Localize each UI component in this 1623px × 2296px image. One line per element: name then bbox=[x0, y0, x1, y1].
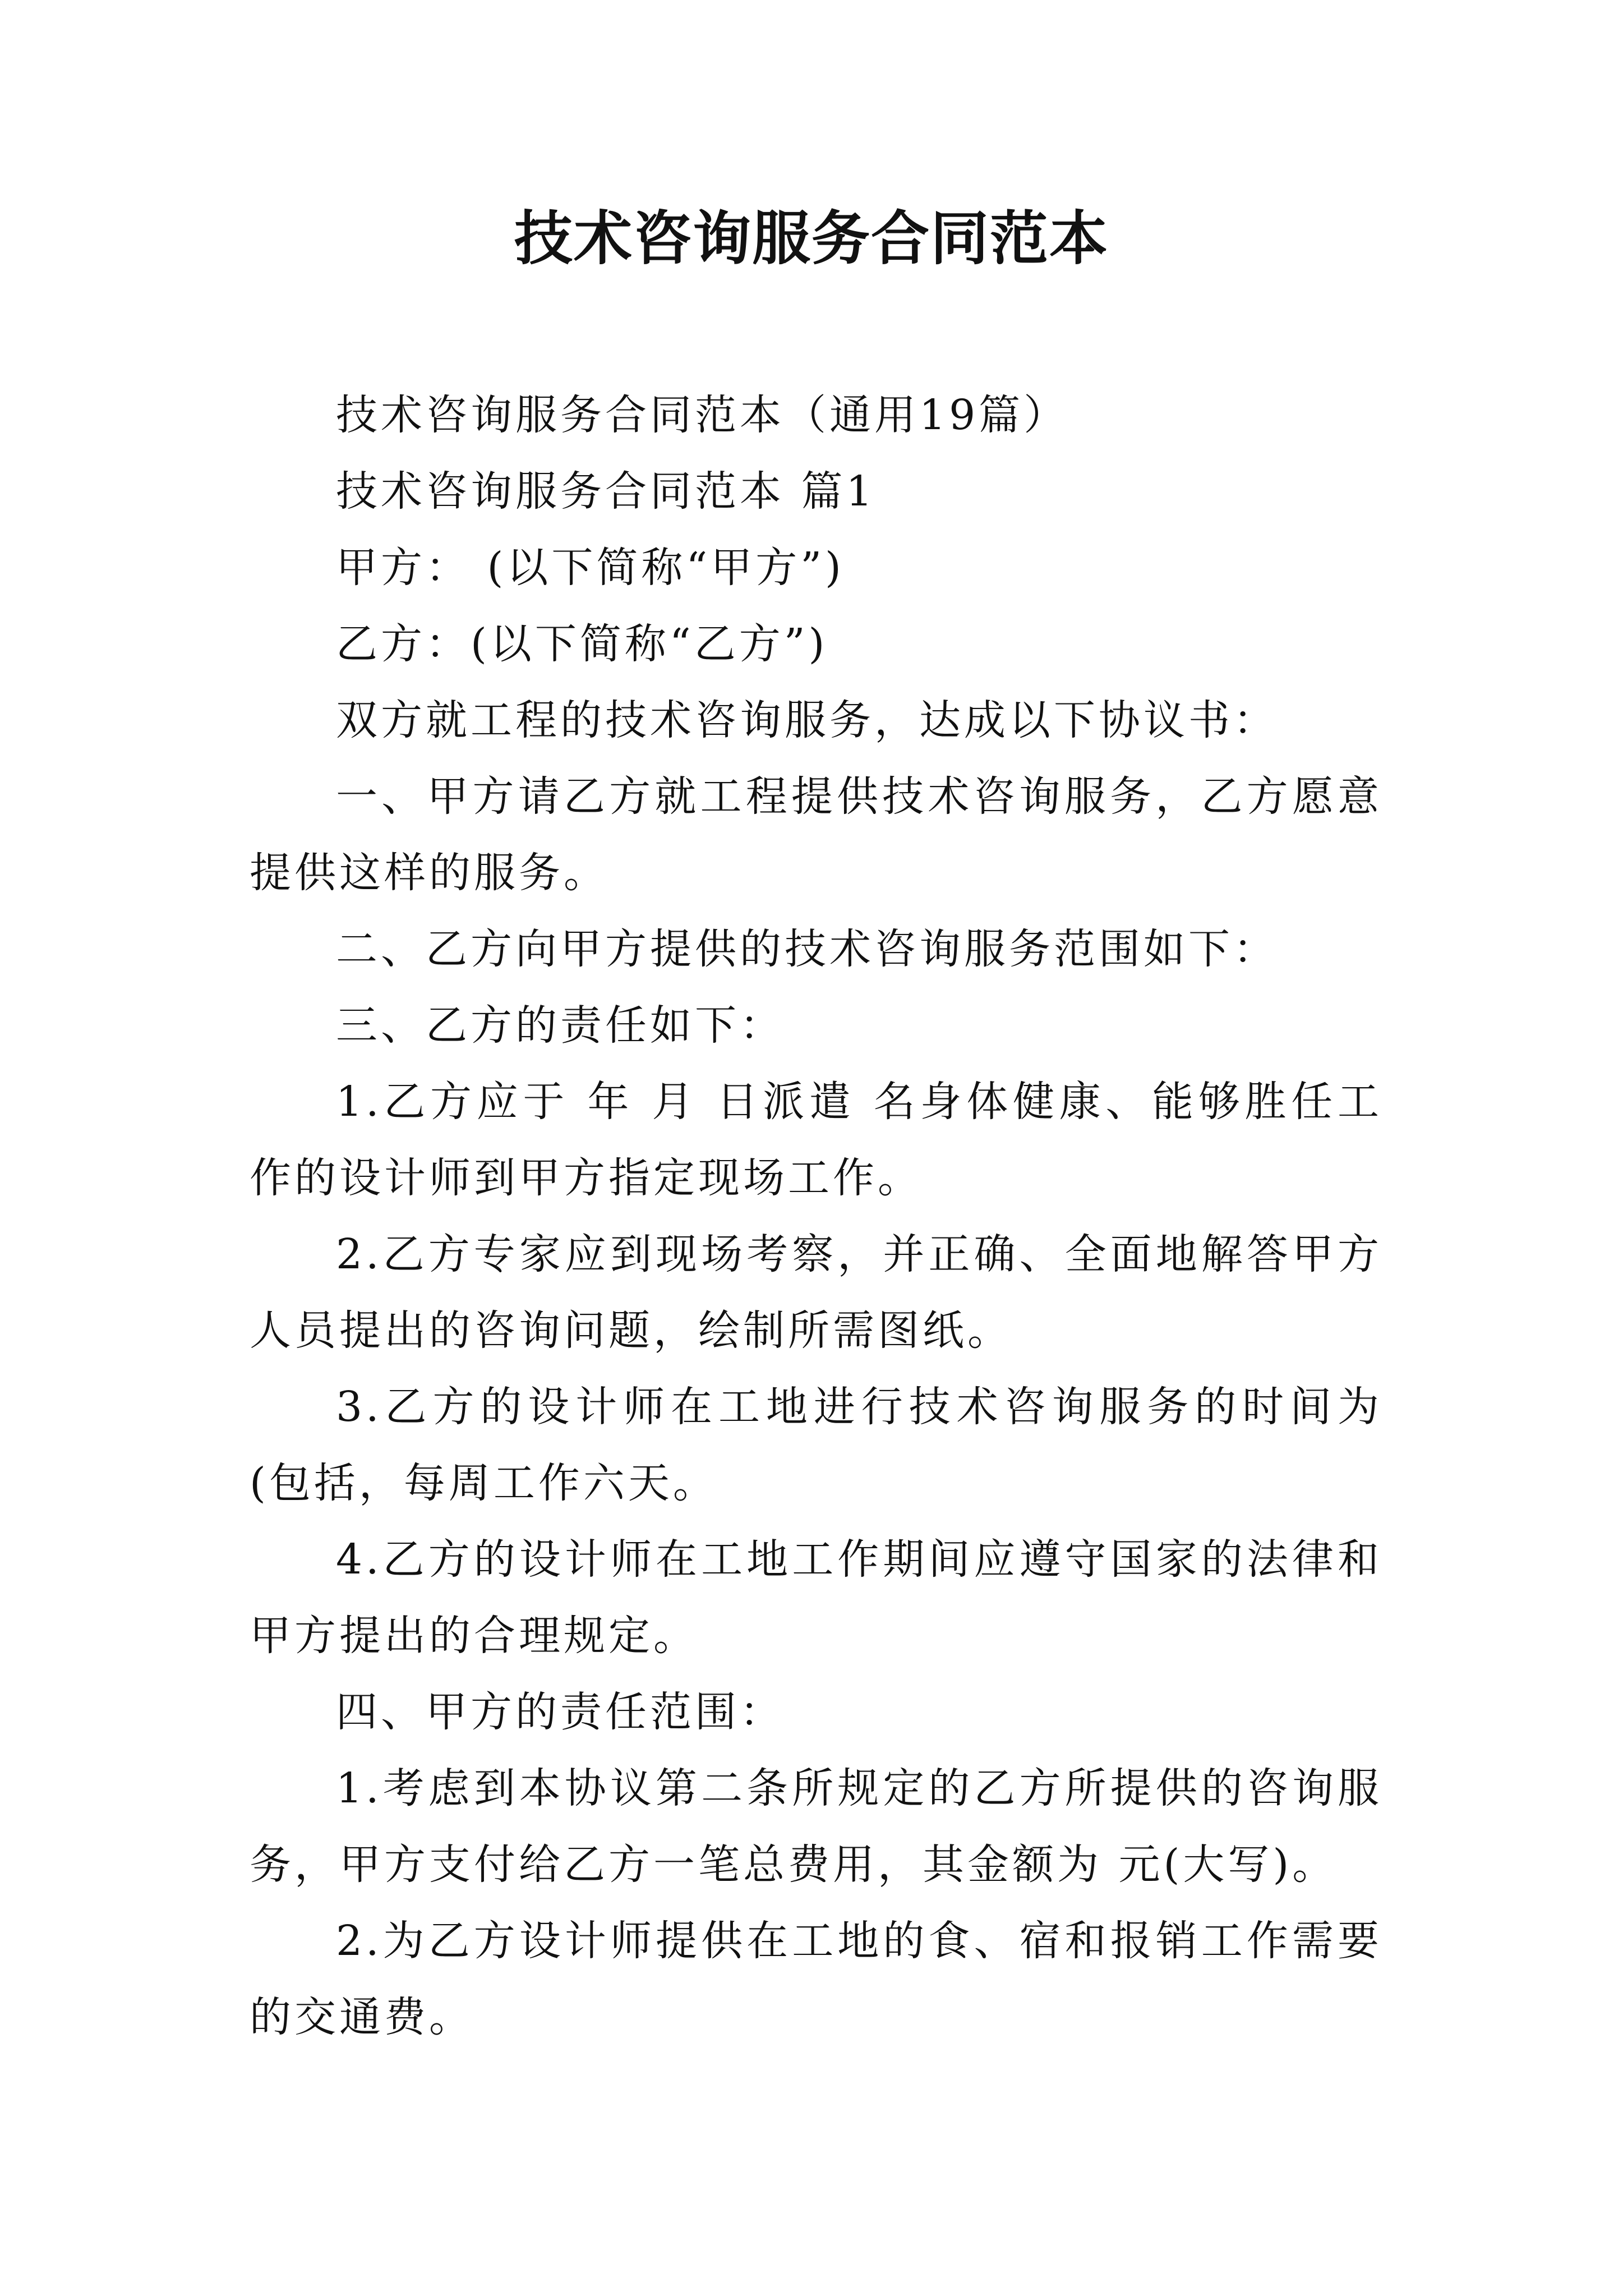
paragraph-party-a: 甲方： (以下简称“甲方”) bbox=[336, 544, 845, 592]
paragraph-clause-3-item-1: 1.乙方应于 年 月 日派遣 名身体健康、能够胜任工作的设计师到甲方指定现场工作。 bbox=[250, 1078, 1382, 1202]
document-body bbox=[250, 377, 1382, 2055]
paragraph-clause-4-item-2: 2.为乙方设计师提供在工地的食、宿和报销工作需要的交通费。 bbox=[250, 1917, 1382, 2041]
paragraph-clause-3-item-2: 2.乙方专家应到现场考察，并正确、全面地解答甲方人员提出的咨询问题，绘制所需图纸。 bbox=[250, 1230, 1382, 1355]
paragraph-clause-3-item-4: 4.乙方的设计师在工地工作期间应遵守国家的法律和甲方提出的合理规定。 bbox=[250, 1535, 1382, 1660]
paragraph-subtitle: 技术咨询服务合同范本（通用19篇） bbox=[336, 391, 1069, 439]
paragraph-clause-1: 一、甲方请乙方就工程提供技术咨询服务，乙方愿意提供这样的服务。 bbox=[250, 772, 1382, 897]
paragraph-clause-3-item-3: 3.乙方的设计师在工地进行技术咨询服务的时间为(包括，每周工作六天。 bbox=[250, 1383, 1382, 1507]
paragraph-clause-4: 四、甲方的责任范围： bbox=[336, 1688, 785, 1736]
paragraph-clause-2: 二、乙方向甲方提供的技术咨询服务范围如下： bbox=[336, 925, 1278, 973]
document-title: 技术咨询服务合同范本 bbox=[514, 204, 1109, 273]
paragraph-party-b: 乙方：(以下简称“乙方”) bbox=[336, 620, 828, 668]
paragraph-section-heading: 技术咨询服务合同范本 篇1 bbox=[336, 467, 876, 516]
paragraph-agreement-intro: 双方就工程的技术咨询服务，达成以下协议书： bbox=[336, 696, 1278, 744]
paragraph-clause-4-item-1: 1.考虑到本协议第二条所规定的乙方所提供的咨询服务，甲方支付给乙方一笔总费用，其金额为 元(大写)。 bbox=[250, 1764, 1382, 1889]
paragraph-clause-3: 三、乙方的责任如下： bbox=[336, 1001, 785, 1050]
